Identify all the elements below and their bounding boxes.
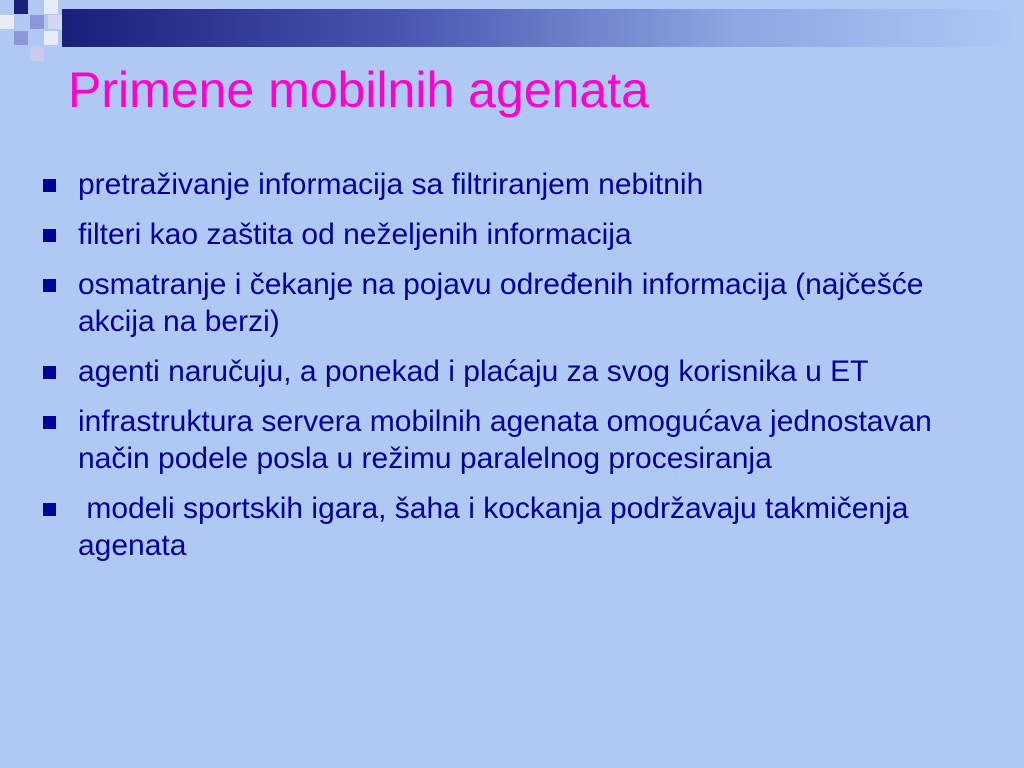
deco-square — [14, 31, 28, 45]
bullet-text: modeli sportskih igara, šaha i kockanja podržavaju takmičenja agenata — [78, 492, 917, 562]
list-item — [40, 266, 1000, 340]
bullet-text: agenti naručuju, a ponekad i plaćaju za svog korisnika u ET — [78, 355, 869, 388]
header-gradient-bar — [62, 9, 1024, 47]
deco-square — [44, 31, 58, 45]
bullet-text: infrastruktura servera mobilnih agenata omogućava jednostavan način podele posla u režimu paralelnog procesiranja — [78, 405, 932, 475]
deco-square — [48, 15, 62, 29]
deco-square — [0, 15, 14, 29]
bullet-text: pretraživanje informacija sa filtriranjem nebitnih — [78, 168, 704, 201]
deco-square — [30, 47, 44, 61]
bullet-square-icon — [43, 279, 56, 292]
deco-square — [44, 0, 58, 14]
bullet-text: filteri kao zaštita od neželjenih informacija — [78, 218, 632, 251]
list-item — [40, 353, 1000, 390]
list-item — [40, 166, 1000, 203]
list-item — [40, 216, 1000, 253]
list-item — [40, 403, 1000, 477]
list-item — [40, 490, 1000, 564]
bullet-list — [40, 166, 1000, 577]
slide-title: Primene mobilnih agenata — [68, 62, 649, 118]
bullet-square-icon — [43, 366, 56, 379]
deco-square — [30, 15, 44, 29]
bullet-square-icon — [43, 416, 56, 429]
bullet-square-icon — [43, 503, 56, 516]
deco-square — [14, 0, 28, 14]
bullet-text: osmatranje i čekanje na pojavu određenih informacija (najčešće akcija na berzi) — [78, 268, 924, 338]
bullet-square-icon — [43, 179, 56, 192]
bullet-square-icon — [43, 229, 56, 242]
